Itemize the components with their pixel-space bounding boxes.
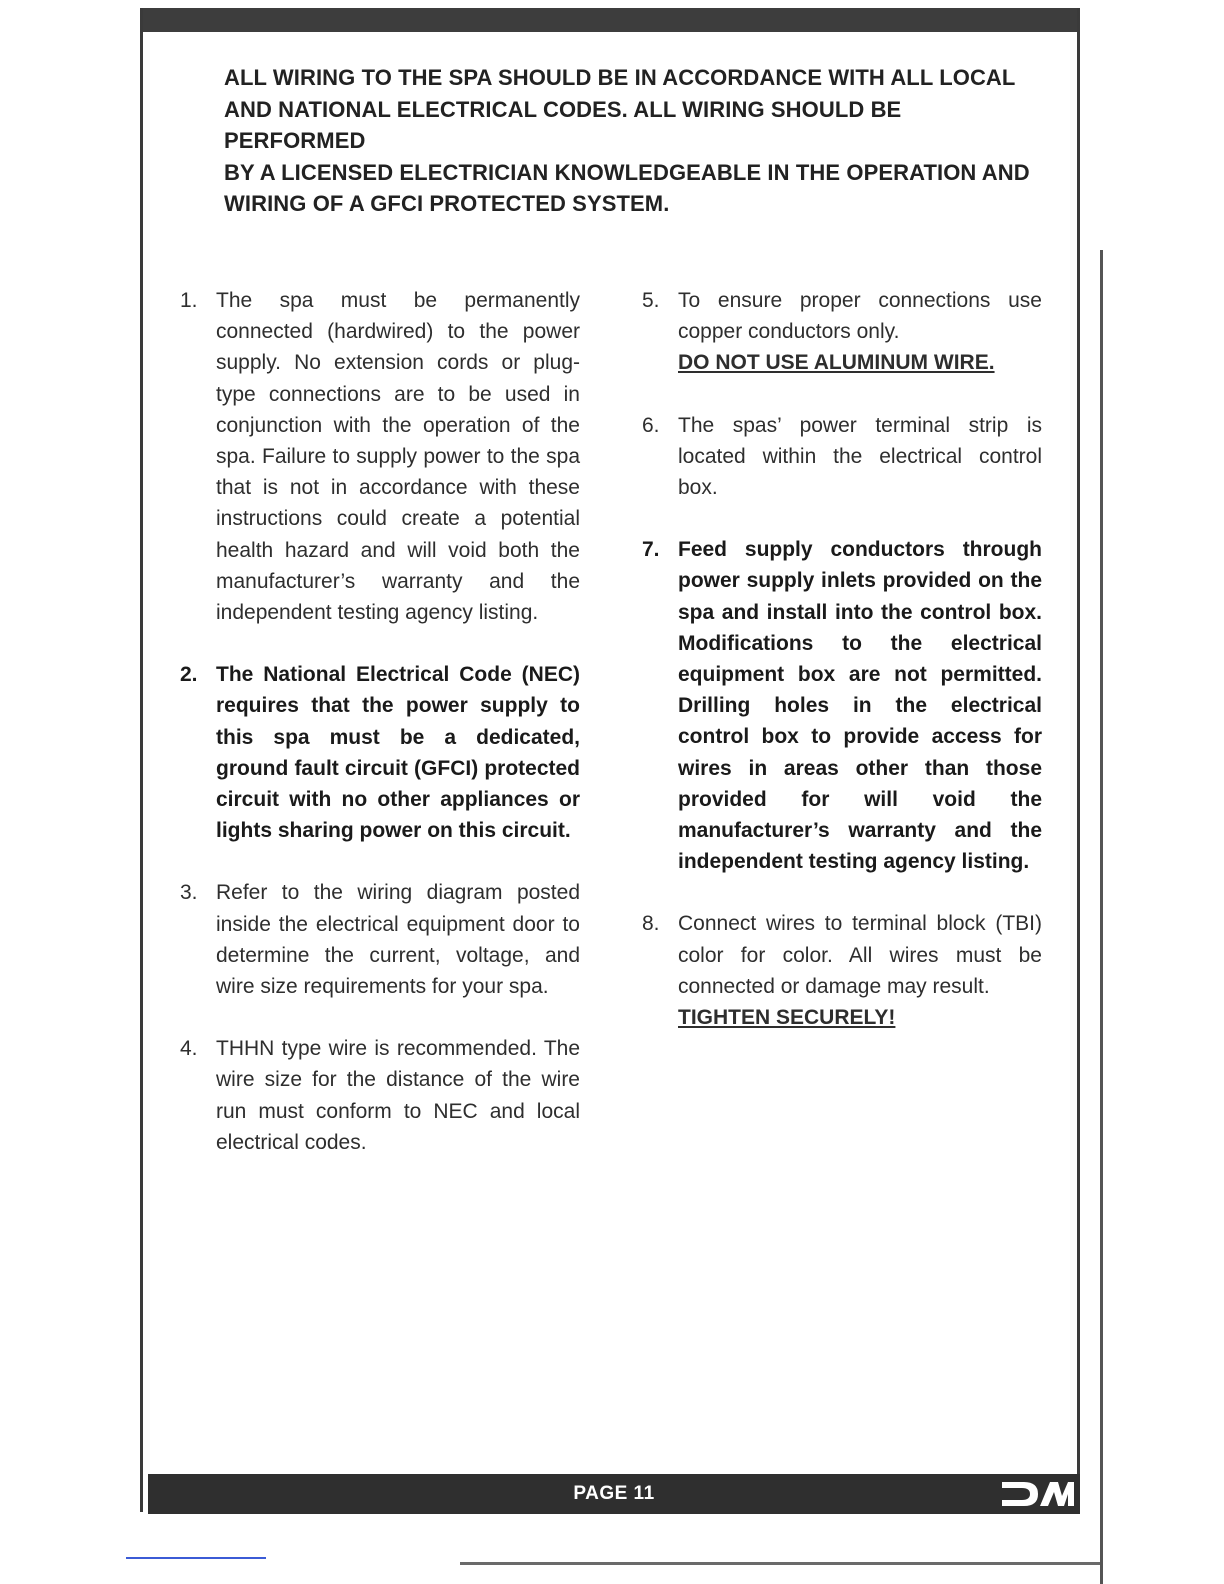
item-number: 1. (180, 289, 198, 312)
page-bottom-edge (460, 1562, 1100, 1565)
item-text: Connect wires to terminal block (TBI) color for color. All wires must be connected or damage may result. (678, 912, 1042, 998)
page-edge-shadow (1100, 250, 1103, 1584)
list-item-2 (180, 659, 580, 846)
item-number: 5. (642, 289, 660, 312)
list-item-3 (180, 877, 580, 1002)
list-item-8 (642, 908, 1042, 1033)
warning-line-1: ALL WIRING TO THE SPA SHOULD BE IN ACCORDANCE WITH ALL LOCAL (224, 65, 1016, 90)
list-item-4 (180, 1033, 580, 1158)
list-item-7 (642, 534, 1042, 877)
warning-line-4: WIRING OF A GFCI PROTECTED SYSTEM. (224, 191, 670, 216)
item-text: The spas’ power terminal strip is located within the electrical control box. (678, 413, 1042, 500)
item-number: 7. (642, 538, 660, 562)
item-text: Refer to the wiring diagram posted inside the electrical equipment door to determine the current, voltage, and wire size requirements for your spa. (216, 881, 580, 999)
item-number: 3. (180, 881, 198, 905)
left-column (180, 285, 580, 1158)
item-number: 6. (642, 413, 660, 437)
item-text: The spa must be permanently connected (hardwired) to the power supply. No extension cords or plug-type connections are to be used in conjunction with the operation of the spa. Failure to supply power to the spa that is not in accordance with these instructions could create a potential health hazard and will void both the manufacturer’s warranty and the independent testing agency listing. (216, 289, 580, 625)
item-text: Feed supply conductors through power supply inlets provided on the spa and install into the control box. Modifications to the electrical equipment box are not permitted. Drilling holes in the electrical control box to provide access for wires in areas other than those provided for will void the manufacturer’s warranty and the independent testing agency listing. (678, 538, 1042, 874)
list-item-1 (180, 285, 580, 628)
scan-artifact-line (126, 1557, 266, 1559)
brand-logo-icon (998, 1478, 1076, 1510)
warning-line-3: BY A LICENSED ELECTRICIAN KNOWLEDGEABLE IN THE OPERATION AND (224, 159, 1030, 185)
aluminum-warning: DO NOT USE ALUMINUM WIRE. (678, 351, 995, 375)
item-text: THHN type wire is recommended. The wire size for the distance of the wire run must conform to NEC and local electrical codes. (216, 1037, 580, 1154)
footer-bar (148, 1474, 1080, 1514)
tighten-warning: TIGHTEN SECURELY! (678, 1006, 896, 1030)
wiring-warning (224, 62, 1044, 220)
warning-line-2: AND NATIONAL ELECTRICAL CODES. ALL WIRING SHOULD BE PERFORMED (224, 96, 902, 153)
page-number: PAGE 11 (573, 1483, 655, 1504)
item-text: The National Electrical Code (NEC) requires that the power supply to this spa must be a dedicated, ground fault circuit (GFCI) protected circuit with no other appliances or lights sharing power on this circuit. (216, 663, 580, 843)
item-text: To ensure proper connections use copper conductors only. (678, 289, 1042, 344)
list-item-6 (642, 410, 1042, 504)
item-number: 4. (180, 1037, 198, 1061)
list-item-5 (642, 285, 1042, 379)
right-column (642, 285, 1042, 1033)
item-number: 2. (180, 663, 198, 687)
item-number: 8. (642, 912, 660, 936)
